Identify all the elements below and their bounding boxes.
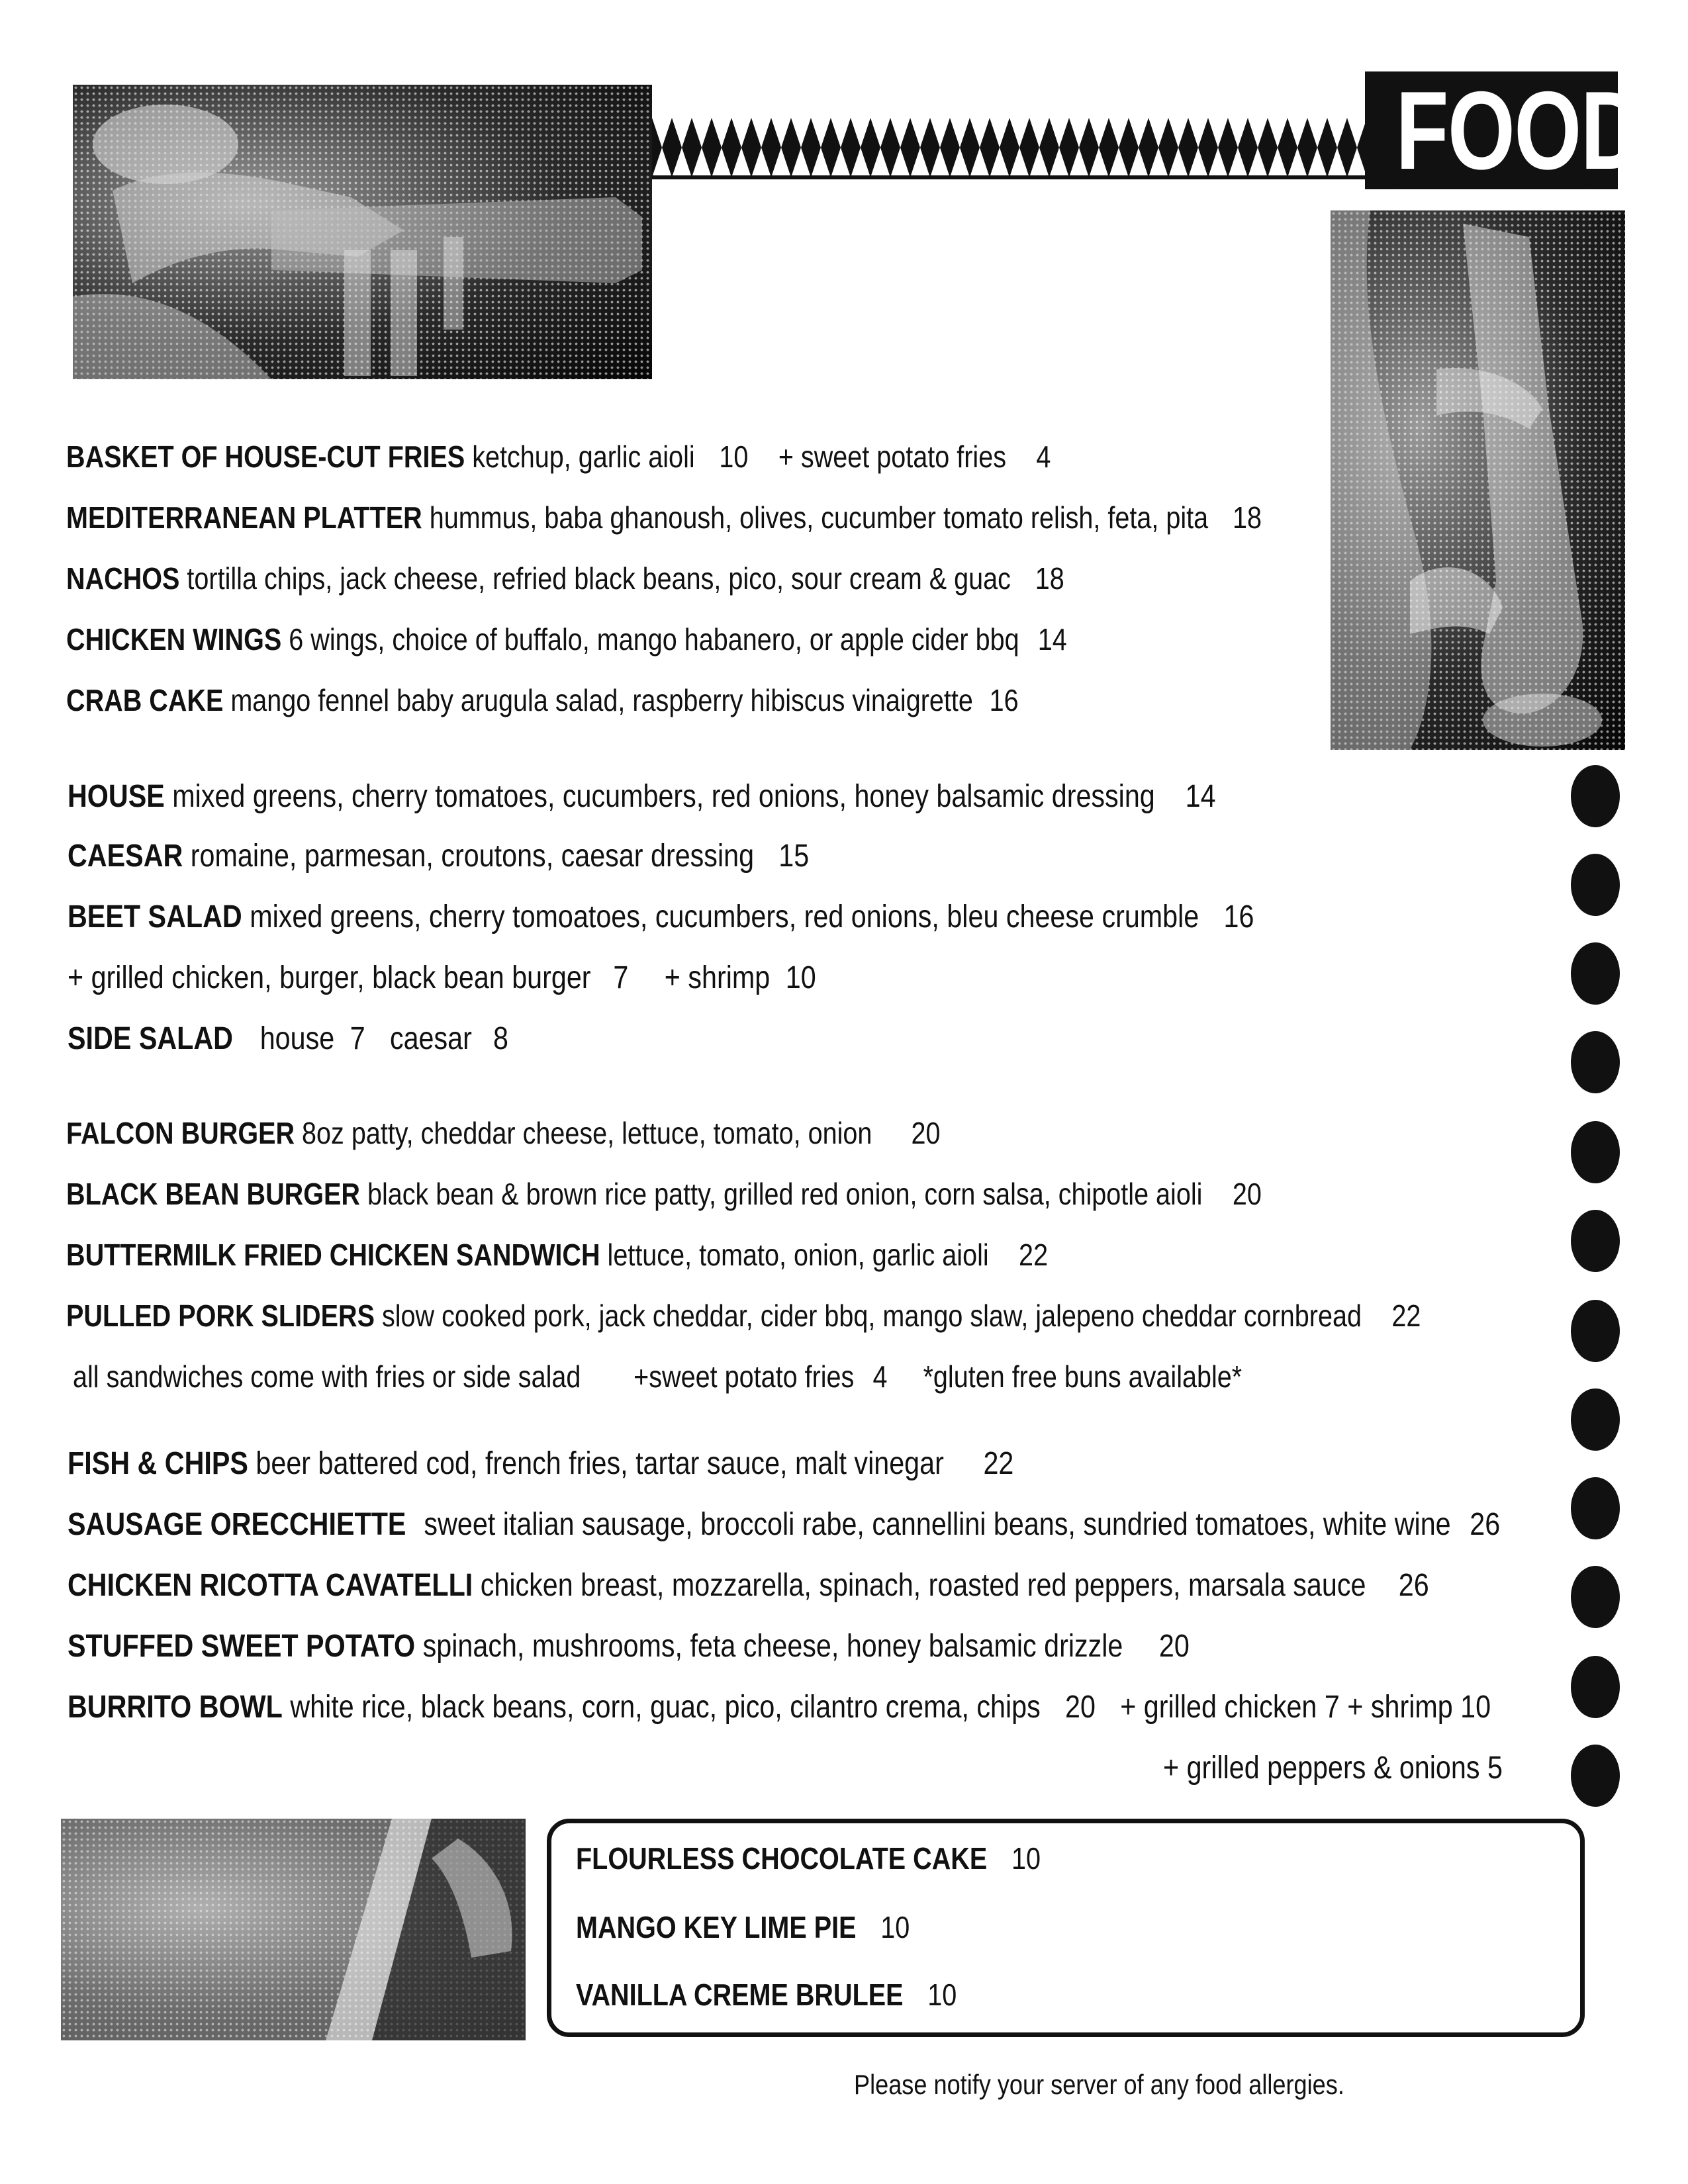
dessert-name: MANGO KEY LIME PIE <box>576 1910 857 1944</box>
piano-photo <box>61 1819 526 2040</box>
side-caesar: caesar <box>389 1021 472 1056</box>
decorative-dot <box>1571 1388 1620 1451</box>
item-description: sweet italian sausage, broccoli rabe, cannellini beans, sundried tomatoes, white wine <box>424 1507 1451 1542</box>
item-price: 22 <box>1391 1298 1421 1333</box>
decorative-dot <box>1571 1300 1620 1362</box>
dessert-name: VANILLA CREME BRULEE <box>576 1978 904 2012</box>
note-text: all sandwiches come with fries or side salad <box>73 1359 581 1394</box>
item-description: mixed greens, cherry tomoatoes, cucumbers, red onions, bleu cheese crumble <box>250 899 1199 934</box>
piano-illustration <box>61 1819 526 2040</box>
menu-item <box>66 680 1019 720</box>
menu-item <box>68 1566 1429 1606</box>
menu-item <box>66 619 1067 659</box>
item-price: 20 <box>1065 1690 1096 1725</box>
item-price: 10 <box>719 439 749 474</box>
menu-item <box>68 777 1216 817</box>
menu-item <box>68 897 1254 937</box>
item-price: 26 <box>1470 1507 1501 1542</box>
dessert-price: 10 <box>1011 1841 1041 1876</box>
item-name: CHICKEN WINGS <box>66 622 282 657</box>
item-name: CAESAR <box>68 839 183 874</box>
item-price: 20 <box>911 1116 941 1150</box>
item-description: chicken breast, mozzarella, spinach, roasted red peppers, marsala sauce <box>480 1568 1366 1603</box>
item-description: 8oz patty, cheddar cheese, lettuce, tomato, onion <box>302 1116 872 1150</box>
item-price: 14 <box>1037 622 1067 657</box>
item-price: 20 <box>1232 1177 1262 1211</box>
decorative-dot <box>1571 942 1620 1005</box>
side-salad <box>68 1019 508 1059</box>
item-description: romaine, parmesan, croutons, caesar dressing <box>190 839 755 874</box>
note-extra: +sweet potato fries <box>633 1359 855 1394</box>
salad-addons <box>68 958 816 998</box>
item-price: 18 <box>1232 500 1262 535</box>
side-house: house <box>259 1021 335 1056</box>
trumpet-illustration <box>73 85 652 379</box>
decorative-dot <box>1571 765 1620 827</box>
item-name: CRAB CAKE <box>66 683 224 717</box>
item-name: BEET SALAD <box>68 899 242 934</box>
item-name: CHICKEN RICOTTA CAVATELLI <box>68 1568 473 1603</box>
item-name: FALCON BURGER <box>66 1116 295 1150</box>
dessert-name: FLOURLESS CHOCOLATE CAKE <box>576 1841 988 1876</box>
trumpet-photo <box>73 85 652 379</box>
item-description: spinach, mushrooms, feta cheese, honey balsamic drizzle <box>422 1629 1123 1664</box>
menu-item <box>68 837 809 876</box>
item-extra: + grilled chicken 7 + shrimp 10 <box>1120 1690 1491 1725</box>
diamond-pattern <box>652 118 1367 181</box>
page-title: FOOD <box>1395 68 1642 193</box>
menu-item <box>66 498 1262 537</box>
item-extra-2: + grilled peppers & onions 5 <box>1163 1751 1503 1786</box>
item-price: 20 <box>1158 1629 1190 1664</box>
saxophone-illustration <box>1331 210 1625 750</box>
item-name: MEDITERRANEAN PLATTER <box>66 500 422 535</box>
item-name: BUTTERMILK FRIED CHICKEN SANDWICH <box>66 1238 600 1272</box>
side-caesar-price: 8 <box>492 1021 508 1056</box>
saxophone-photo <box>1331 210 1625 750</box>
item-name: SAUSAGE ORECCHIETTE <box>68 1507 406 1542</box>
item-description: beer battered cod, french fries, tartar sauce, malt vinegar <box>256 1446 944 1481</box>
item-price: 14 <box>1185 779 1216 814</box>
item-description: black bean & brown rice patty, grilled red onion, corn salsa, chipotle aioli <box>367 1177 1203 1211</box>
menu-item <box>68 1688 1491 1727</box>
item-description: 6 wings, choice of buffalo, mango habanero, or apple cider bbq <box>289 622 1019 657</box>
item-price: 15 <box>778 839 810 874</box>
decorative-dot <box>1571 1566 1620 1628</box>
decorative-dot <box>1571 1656 1620 1718</box>
note-extra-price: 4 <box>872 1359 888 1394</box>
menu-item-extra <box>1163 1749 1503 1788</box>
item-price: 16 <box>989 683 1019 717</box>
item-extra: + sweet potato fries <box>778 439 1006 474</box>
addons-shrimp-price: 10 <box>785 960 816 995</box>
dessert-item <box>576 1975 957 2015</box>
sandwich-note <box>73 1357 1242 1396</box>
allergy-note: Please notify your server of any food allergies. <box>854 2069 1344 2100</box>
item-description: slow cooked pork, jack cheddar, cider bbq, mango slaw, jalepeno cheddar cornbread <box>381 1298 1362 1333</box>
menu-item <box>66 559 1064 598</box>
item-name: PULLED PORK SLIDERS <box>66 1298 375 1333</box>
dessert-item <box>576 1839 1041 1878</box>
addons-price: 7 <box>613 960 629 995</box>
menu-item <box>68 1505 1500 1545</box>
item-description: ketchup, garlic aioli <box>472 439 695 474</box>
item-price: 26 <box>1398 1568 1429 1603</box>
menu-item <box>66 1296 1421 1336</box>
menu-item <box>66 1174 1262 1214</box>
item-name: BASKET OF HOUSE-CUT FRIES <box>66 439 465 474</box>
dessert-price: 10 <box>880 1910 910 1944</box>
menu-item <box>66 1235 1048 1275</box>
note-gluten: *gluten free buns available* <box>923 1359 1243 1394</box>
decorative-dot <box>1571 1031 1620 1093</box>
decorative-dot <box>1571 854 1620 916</box>
item-extra-price: 4 <box>1036 439 1051 474</box>
addons-shrimp: + shrimp <box>664 960 771 995</box>
item-name: BURRITO BOWL <box>68 1690 283 1725</box>
dessert-item <box>576 1907 910 1947</box>
item-description: hummus, baba ghanoush, olives, cucumber tomato relish, feta, pita <box>429 500 1209 535</box>
item-name: STUFFED SWEET POTATO <box>68 1629 416 1664</box>
decorative-dot <box>1571 1210 1620 1272</box>
menu-item <box>68 1444 1013 1484</box>
item-price: 22 <box>1019 1238 1049 1272</box>
item-price: 16 <box>1223 899 1254 934</box>
item-name: SIDE SALAD <box>68 1021 234 1056</box>
addons-text: + grilled chicken, burger, black bean burger <box>68 960 591 995</box>
item-name: FISH & CHIPS <box>68 1446 248 1481</box>
item-price: 22 <box>983 1446 1014 1481</box>
item-price: 18 <box>1035 561 1064 596</box>
item-name: HOUSE <box>68 779 165 814</box>
item-description: lettuce, tomato, onion, garlic aioli <box>607 1238 989 1272</box>
item-description: mixed greens, cherry tomatoes, cucumbers, red onions, honey balsamic dressing <box>172 779 1155 814</box>
item-description: tortilla chips, jack cheese, refried black beans, pico, sour cream & guac <box>187 561 1011 596</box>
decorative-dot <box>1571 1121 1620 1183</box>
menu-item <box>66 1113 941 1153</box>
menu-item <box>68 1627 1190 1666</box>
item-description: mango fennel baby arugula salad, raspberry hibiscus vinaigrette <box>230 683 973 717</box>
dessert-price: 10 <box>927 1978 957 2012</box>
item-name: BLACK BEAN BURGER <box>66 1177 360 1211</box>
item-name: NACHOS <box>66 561 180 596</box>
item-description: white rice, black beans, corn, guac, pico, cilantro crema, chips <box>290 1690 1041 1725</box>
side-house-price: 7 <box>350 1021 365 1056</box>
decorative-dot <box>1571 1745 1620 1807</box>
decorative-dot <box>1571 1477 1620 1539</box>
menu-item <box>66 437 1051 477</box>
